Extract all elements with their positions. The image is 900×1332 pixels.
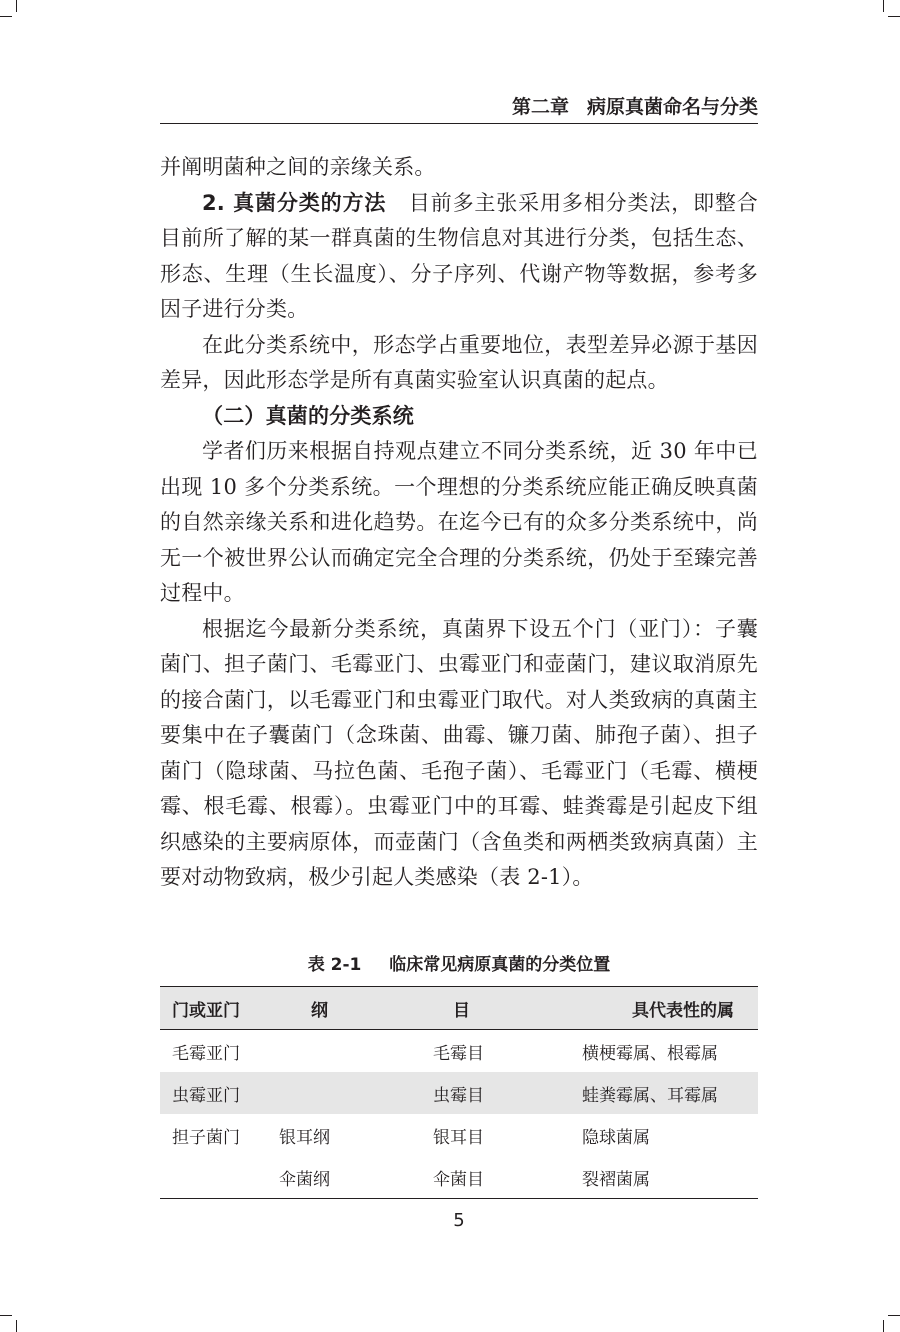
paragraph-4: 学者们历来根据自持观点建立不同分类系统，近 30 年中已出现 10 多个分类系统。一个理想的分类系统应能正确反映真菌的自然亲缘关系和进化趋势。在迄今已有的众多分类系统中，尚无一个被世界公认而确定完全合理的分类系统，仍处于至臻完善过程中。 [160, 439, 758, 605]
table-caption [160, 950, 758, 975]
cell-phylum: 虫霉亚门 [160, 1072, 275, 1114]
header-phylum: 门或亚门 [160, 987, 275, 1030]
table-row [160, 1156, 758, 1199]
classification-table [160, 986, 758, 1199]
paragraph-2-body: 目前多主张采用多相分类法，即整合目前所了解的某一群真菌的生物信息对其进行分类，包括生态、形态、生理（生长温度）、分子序列、代谢产物等数据，参考多因子进行分类。 [160, 190, 758, 321]
paragraph-2 [160, 186, 758, 328]
cell-phylum: 毛霉亚门 [172, 1043, 240, 1064]
crop-mark-top-left-v [16, 0, 17, 12]
paragraph-3: 在此分类系统中，形态学占重要地位，表型差异必源于基因差异，因此形态学是所有真菌实验室认识真菌的起点。 [160, 332, 758, 392]
crop-mark-bottom-right-h [888, 1315, 900, 1316]
paragraph-1: 并阐明菌种之间的亲缘关系。 [160, 155, 436, 179]
table-caption-title: 临床常见病原真菌的分类位置 [389, 955, 611, 975]
cell-phylum [160, 1156, 275, 1199]
crop-mark-top-right-h [888, 16, 900, 17]
chapter-label: 第二章 [511, 96, 569, 118]
header-order: 目 [417, 987, 566, 1030]
subsection-heading: 2. 真菌分类的方法 [202, 190, 387, 215]
cell-order: 虫霉目 [417, 1072, 566, 1114]
table-caption-number: 表 2-1 [307, 955, 362, 975]
cell-class [275, 1072, 417, 1114]
page-number: 5 [453, 1210, 465, 1231]
running-head [160, 88, 758, 124]
cell-class: 银耳纲 [279, 1127, 330, 1148]
crop-mark-top-right-v [883, 0, 884, 12]
crop-mark-top-left-h [0, 16, 12, 17]
table-row [160, 1030, 758, 1073]
crop-mark-bottom-right-v [883, 1320, 884, 1332]
cell-genus: 横梗霉属、根霉属 [582, 1043, 718, 1064]
crop-mark-bottom-left-h [0, 1315, 12, 1316]
header-genus: 具代表性的属 [566, 987, 758, 1030]
cell-genus: 隐球菌属 [582, 1127, 650, 1148]
cell-order: 毛霉目 [433, 1043, 484, 1064]
cell-order: 银耳目 [433, 1127, 484, 1148]
cell-genus: 裂褶菌属 [566, 1156, 758, 1199]
cell-order: 伞菌目 [417, 1156, 566, 1199]
paragraph-5: 根据迄今最新分类系统，真菌界下设五个门（亚门）：子囊菌门、担子菌门、毛霉亚门、虫霉亚门和壶菌门，建议取消原先的接合菌门，以毛霉亚门和虫霉亚门取代。对人类致病的真菌主要集中在子囊菌门（念珠菌、曲霉、镰刀菌、肺孢子菌）、担子菌门（隐球菌、马拉色菌、毛孢子菌）、毛霉亚门（毛霉、横梗霉、根毛霉、根霉）。虫霉亚门中的耳霉、蛙粪霉是引起皮下组织感染的主要病原体，而壶菌门（含鱼类和两栖类致病真菌）主要对动物致病，极少引起人类感染（表 2-1）。 [160, 616, 758, 889]
section-heading: （二）真菌的分类系统 [202, 403, 414, 428]
table-row [160, 1072, 758, 1114]
body-text [160, 150, 758, 896]
cell-genus: 蛙粪霉属、耳霉属 [566, 1072, 758, 1114]
header-class: 纲 [275, 987, 417, 1030]
cell-class: 伞菌纲 [275, 1156, 417, 1199]
crop-mark-bottom-left-v [16, 1320, 17, 1332]
cell-phylum: 担子菌门 [172, 1127, 240, 1148]
table-row [160, 1114, 758, 1156]
chapter-title: 病原真菌命名与分类 [586, 96, 758, 118]
cell-class [275, 1030, 417, 1073]
table-header-row [160, 987, 758, 1030]
